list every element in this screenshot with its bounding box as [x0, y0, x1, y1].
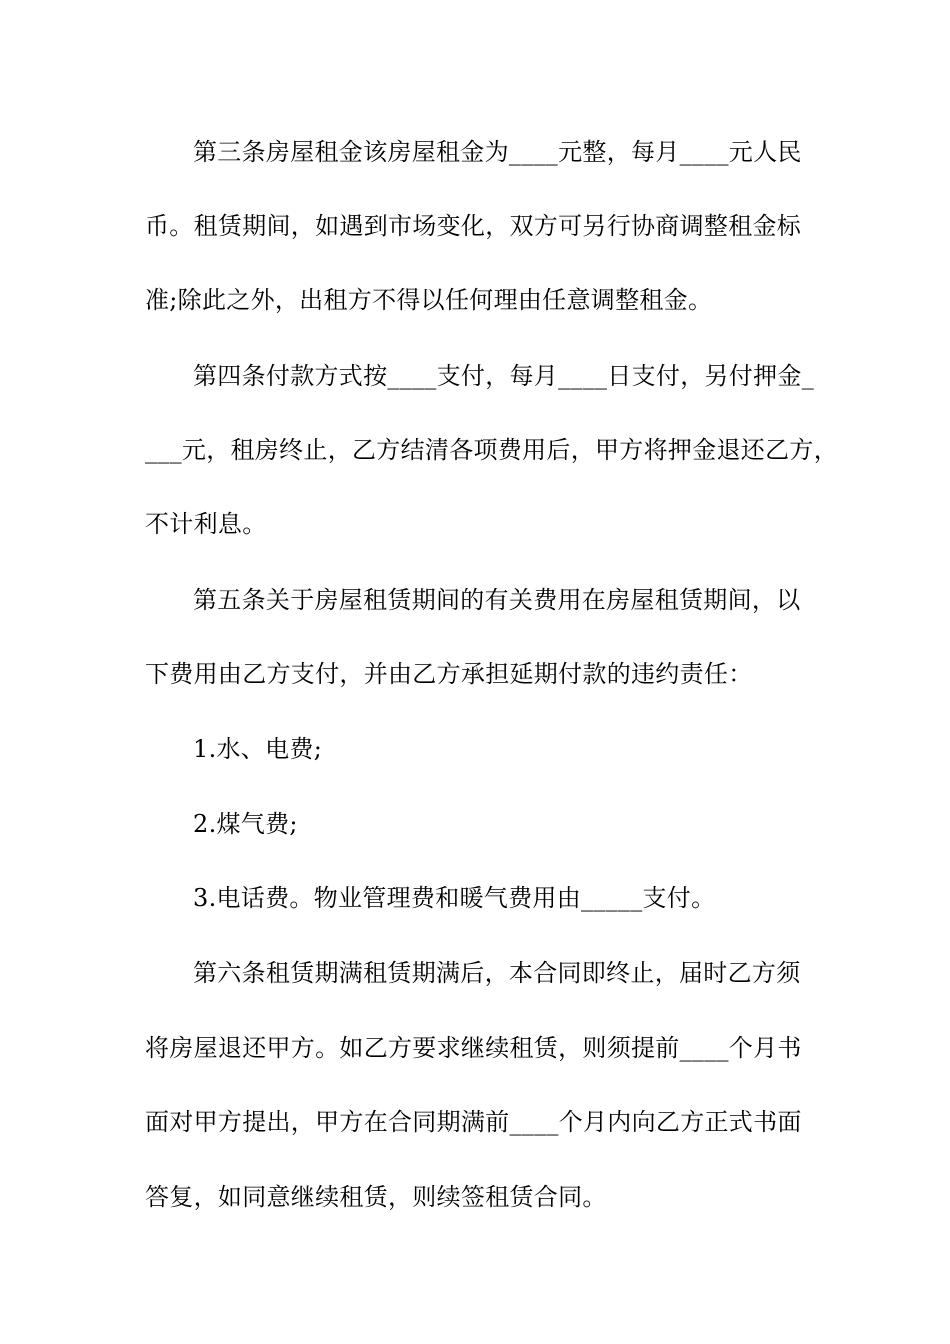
article-3-line-2: 币。租赁期间，如遇到市场变化，双方可另行协商调整租金标 [145, 212, 802, 240]
article-5-line-2: 下费用由乙方支付，并由乙方承担延期付款的违约责任： [145, 660, 753, 688]
list-item-3: 3.电话费。物业管理费和暖气费用由_____支付。 [193, 884, 716, 912]
list-item-1: 1.水、电费; [193, 735, 323, 763]
article-6-line-2: 将房屋退还甲方。如乙方要求继续租赁，则须提前____个月书 [145, 1034, 802, 1062]
article-5-line-1: 第五条关于房屋租赁期间的有关费用在房屋租赁期间，以 [193, 586, 801, 614]
article-4-line-3: 不计利息。 [145, 510, 267, 538]
article-4-line-1: 第四条付款方式按____支付，每月____日支付，另付押金_ [193, 362, 814, 390]
article-3-line-1: 第三条房屋租金该房屋租金为____元整，每月____元人民 [193, 138, 802, 166]
article-6-line-1: 第六条租赁期满租赁期满后，本合同即终止，届时乙方须 [193, 959, 801, 987]
article-6-line-4: 答复，如同意继续租赁，则续签租赁合同。 [145, 1183, 607, 1211]
article-3-line-3: 准;除此之外，出租方不得以任何理由任意调整租金。 [145, 286, 713, 314]
article-6-line-3: 面对甲方提出，甲方在合同期满前____个月内向乙方正式书面 [145, 1108, 802, 1136]
article-4-line-2: ___元，租房终止，乙方结清各项费用后，甲方将押金退还乙方， [145, 436, 838, 464]
list-item-2: 2.煤气费; [193, 810, 298, 838]
